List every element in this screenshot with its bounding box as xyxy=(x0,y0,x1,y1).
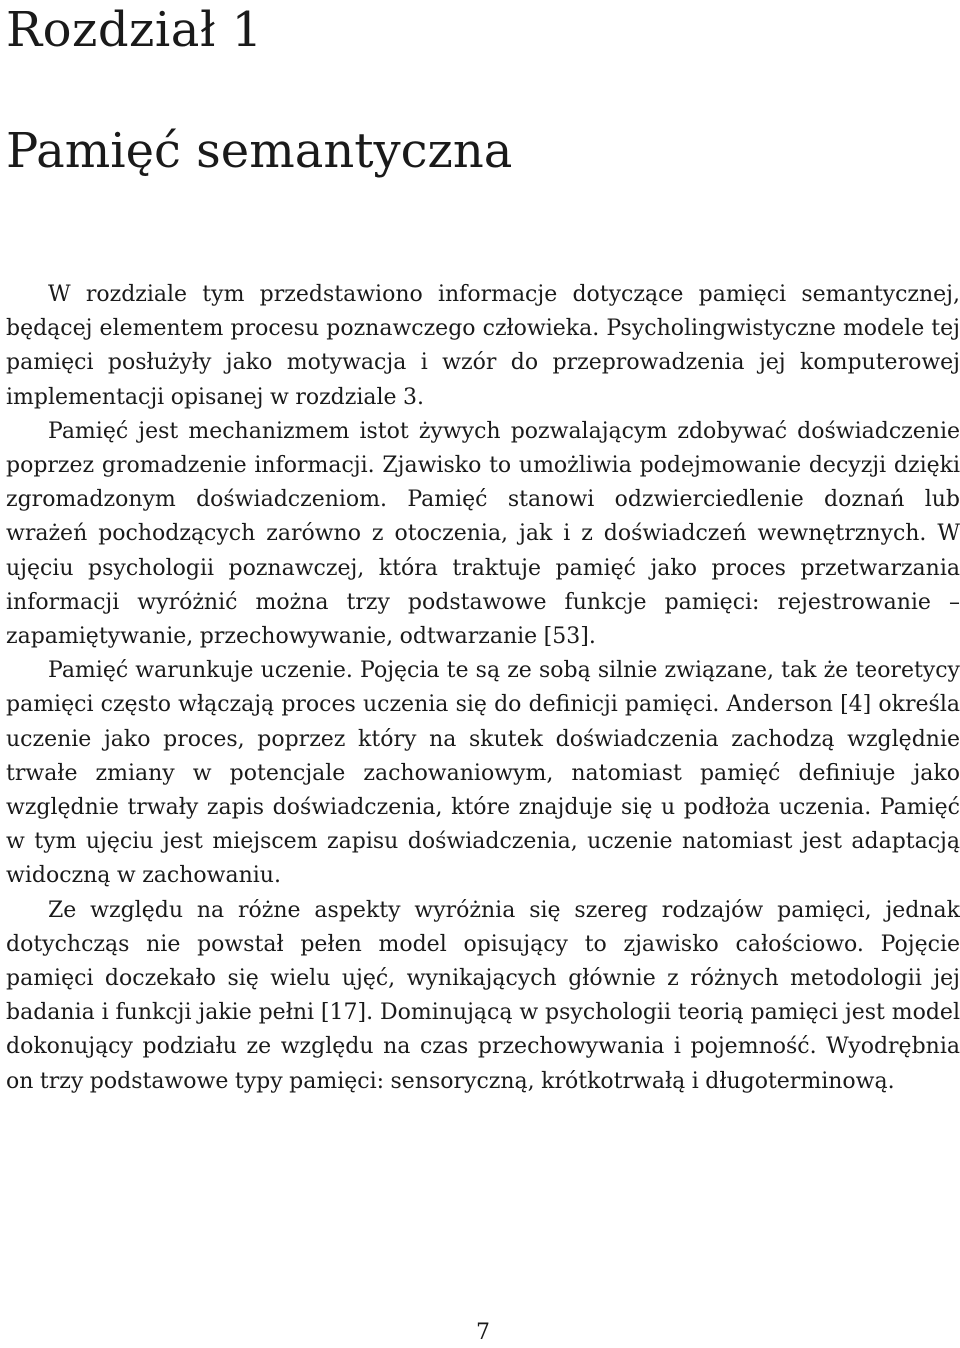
document-page xyxy=(6,0,960,1348)
page-number: 7 xyxy=(476,1320,490,1345)
paragraph-memory-learning: Pamięć warunkuje uczenie. Pojęcia te są ze sobą silnie związane, tak że teoretycy pamięci często włączają proces uczenia się do definicji pamięci. Anderson [4] określa uczenie jako proces, poprzez który na skutek doświadczenia zachodzą względnie trwałe zmiany w potencjale zachowaniowym, natomiast pamięć definiuje jako względnie trwały zapis doświadczenia, które znajduje się u podłoża uczenia. Pamięć w tym ujęciu jest miejscem zapisu doświadczenia, uczenie natomiast jest adaptacją widoczną w zachowaniu. xyxy=(6,658,960,889)
paragraph-memory-definition: Pamięć jest mechanizmem istot żywych pozwalającym zdobywać doświadczenie poprzez gromadzenie informacji. Zjawisko to umożliwia podejmowanie decyzji dzięki zgromadzonym doświadczeniom. Pamięć stanowi odzwierciedlenie doznań lub wrażeń pochodzących zarówno z otoczenia, jak i z doświadczeń wewnętrznych. W ujęciu psychologii poznawczej, która traktuje pamięć jako proces przetwarzania informacji wyróżnić można trzy podstawowe funkcje pamięci: rejestrowanie – zapamiętywanie, przechowywanie, odtwarzanie [53]. xyxy=(6,418,960,650)
chapter-title: Pamięć semantyczna xyxy=(6,123,513,179)
chapter-body xyxy=(6,278,960,1099)
paragraph-intro: W rozdziale tym przedstawiono informacje dotyczące pamięci semantycznej, będącej elementem procesu poznawczego człowieka. Psycholingwistyczne modele tej pamięci posłużyły jako motywacja i wzór do przeprowadzenia jej komputerowej implementacji opisanej w rozdziale 3. xyxy=(6,282,960,410)
chapter-label: Rozdział 1 xyxy=(6,2,263,58)
paragraph-memory-types: Ze względu na różne aspekty wyróżnia się szereg rodzajów pamięci, jednak dotychcząs nie powstał pełen model opisujący to zjawisko całościowo. Pojęcie pamięci doczekało się wielu ujęć, wynikających głównie z różnych metodologii jej badania i funkcji jakie pełni [17]. Dominującą w psychologii teorią pamięci jest model dokonujący podziału ze względu na czas przechowywania i pojemność. Wyodrębnia on trzy podstawowe typy pamięci: sensoryczną, krótkotrwałą i długoterminową. xyxy=(6,897,960,1094)
